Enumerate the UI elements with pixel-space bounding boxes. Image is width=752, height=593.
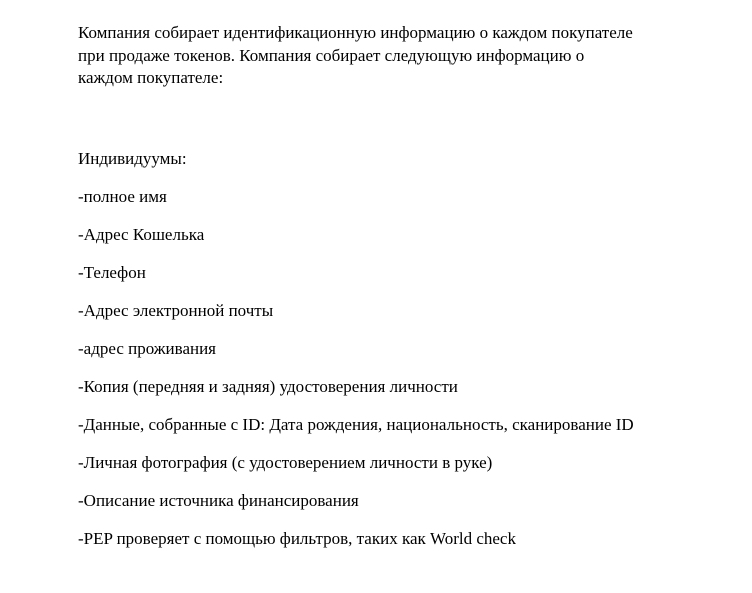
list-item: -адрес проживания bbox=[78, 339, 217, 358]
intro-paragraph bbox=[78, 22, 718, 90]
intro-line: при продаже токенов. Компания собирает следующую информацию о bbox=[78, 45, 585, 65]
list-item: -Описание источника финансирования bbox=[78, 491, 359, 510]
list-item: -Копия (передняя и задняя) удостоверения личности bbox=[78, 377, 458, 396]
list-item: -PEP проверяет с помощью фильтров, таких как World check bbox=[78, 529, 516, 548]
list-item: -Адрес электронной почты bbox=[78, 301, 274, 320]
list-item: -Данные, собранные с ID: Дата рождения, национальность, сканирование ID bbox=[78, 415, 634, 434]
list-item: -Личная фотография (с удостоверением личности в руке) bbox=[78, 453, 493, 472]
list-item: -полное имя bbox=[78, 187, 167, 206]
list-item: -Телефон bbox=[78, 263, 146, 282]
requirements-list bbox=[78, 186, 634, 566]
intro-line: Компания собирает идентификационную информацию о каждом покупателе bbox=[78, 23, 633, 42]
section-heading-individuals: Индивидуумы: bbox=[78, 149, 187, 168]
intro-line: каждом покупателе: bbox=[78, 68, 224, 87]
list-item: -Адрес Кошелька bbox=[78, 225, 205, 244]
